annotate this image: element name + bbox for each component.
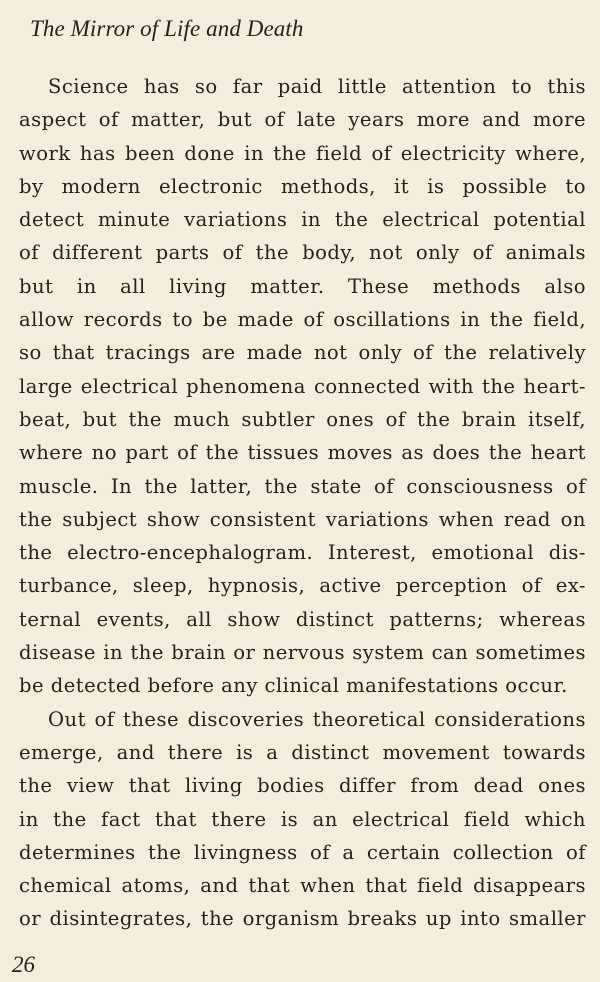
text-line: the subject show consistent variations when read on	[19, 507, 586, 531]
text-line: but in all living matter. These methods also	[19, 274, 586, 298]
text-line: chemical atoms, and that when that field disappears	[19, 874, 586, 898]
body-text	[19, 70, 586, 936]
text-line: of different parts of the body, not only of animals	[19, 241, 586, 265]
text-line: ternal events, all show distinct patterns; whereas	[19, 607, 586, 631]
text-line: allow records to be made of oscillations in the field,	[19, 308, 586, 332]
text-line: disease in the brain or nervous system can sometimes	[19, 641, 586, 665]
text-line: detect minute variations in the electrical potential	[19, 208, 586, 232]
text-line: so that tracings are made not only of the relatively	[19, 341, 586, 365]
text-line: be detected before any clinical manifestations occur.	[19, 674, 568, 698]
text-line: Science has so far paid little attention to this	[48, 75, 586, 98]
text-line: muscle. In the latter, the state of consciousness of	[19, 474, 586, 498]
text-line: the electro-encephalogram. Interest, emotional dis-	[19, 541, 586, 565]
text-line: aspect of matter, but of late years more and more	[19, 108, 586, 132]
text-line: by modern electronic methods, it is possible to	[19, 174, 586, 198]
text-line: turbance, sleep, hypnosis, active perception of ex-	[19, 574, 586, 598]
text-line: beat, but the much subtler ones of the brain itself,	[19, 407, 586, 431]
page-number: 26	[12, 952, 35, 977]
text-line: emerge, and there is a distinct movement towards	[19, 740, 586, 764]
text-line: Out of these discoveries theoretical considerations	[48, 707, 586, 731]
running-head-title: The Mirror of Life and Death	[30, 16, 304, 41]
text-line: the view that living bodies differ from dead ones	[19, 774, 586, 798]
text-line: where no part of the tissues moves as does the heart	[19, 441, 586, 465]
text-line: work has been done in the field of electricity where,	[19, 141, 586, 165]
text-line: or disintegrates, the organism breaks up into smaller	[19, 907, 586, 931]
text-line: determines the livingness of a certain collection of	[19, 840, 586, 864]
text-line: in the fact that there is an electrical field which	[19, 807, 586, 831]
text-line: large electrical phenomena connected with the heart-	[19, 374, 586, 398]
